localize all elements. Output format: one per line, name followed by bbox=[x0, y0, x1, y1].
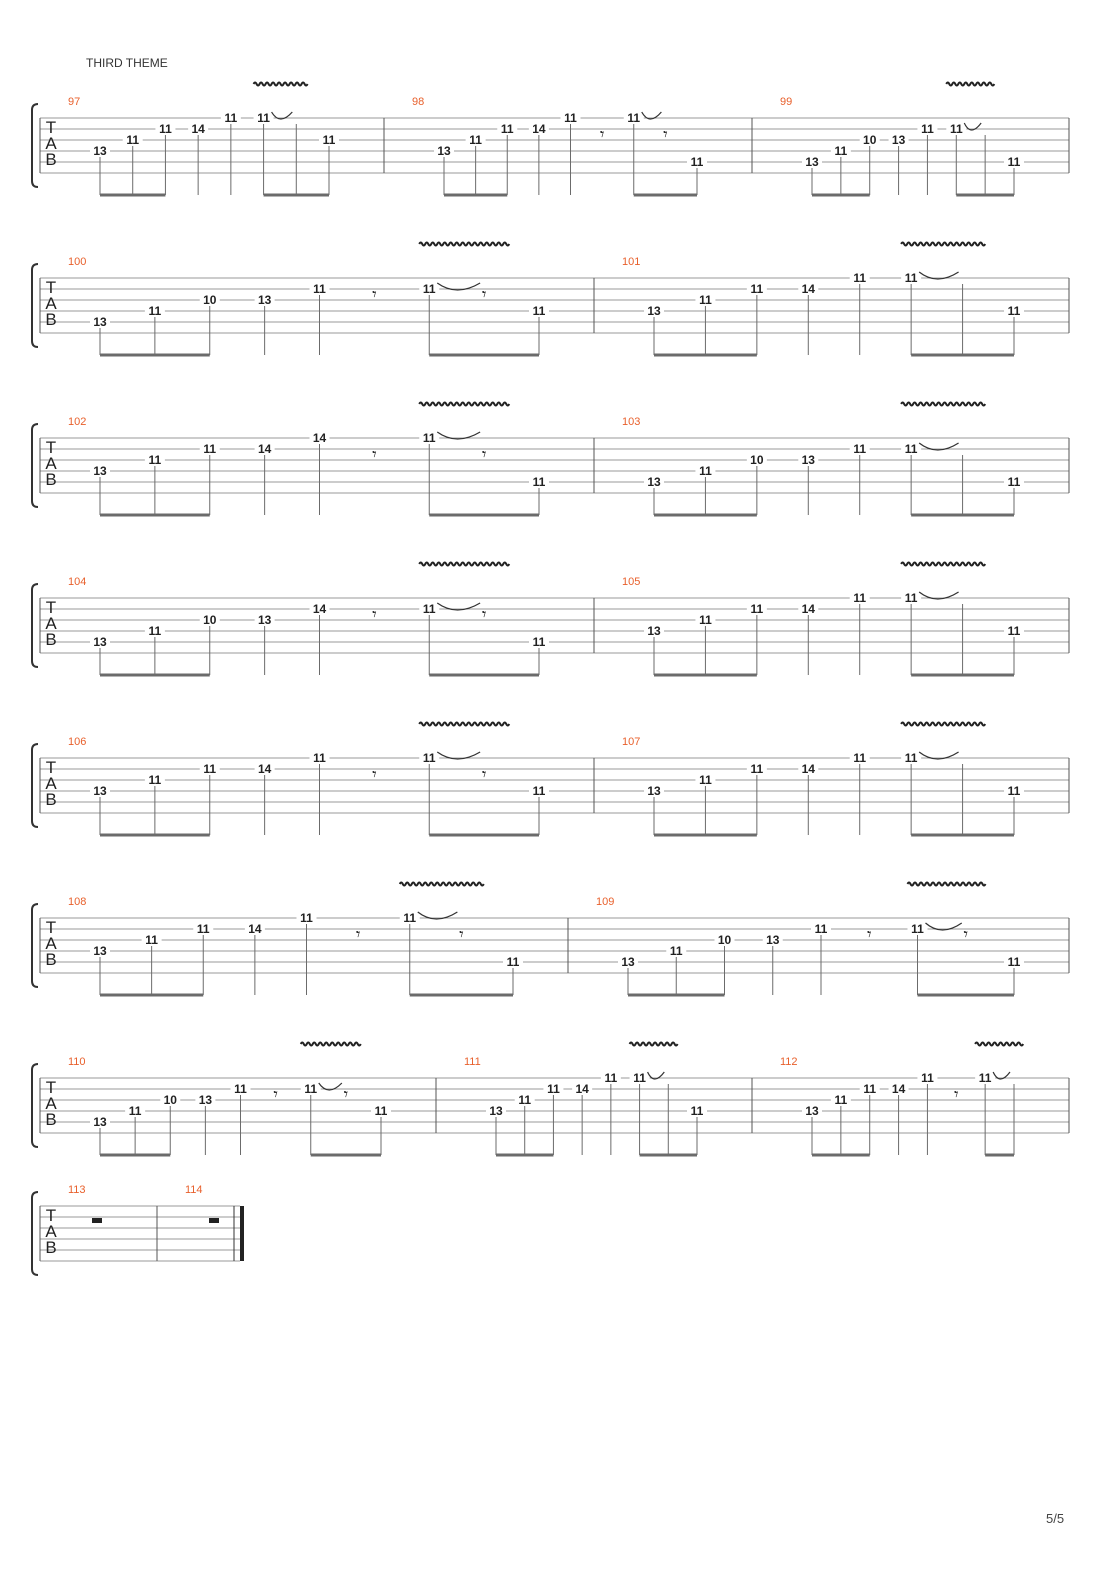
fret-number: 11 bbox=[853, 591, 867, 605]
fret-number: 11 bbox=[313, 751, 326, 765]
tab-clef-letter: A bbox=[45, 1094, 57, 1113]
tab-clef-letter: B bbox=[45, 1238, 57, 1257]
fret-number: 11 bbox=[699, 773, 712, 787]
vibrato-wave bbox=[901, 563, 985, 566]
measure-number: 111 bbox=[464, 1056, 481, 1068]
measure-number: 109 bbox=[596, 896, 615, 908]
whole-rest bbox=[209, 1218, 219, 1223]
fret-number: 11 bbox=[128, 1104, 142, 1118]
fret-number: 13 bbox=[93, 1115, 107, 1129]
fret-number: 11 bbox=[750, 282, 764, 296]
fret-number: 11 bbox=[224, 111, 238, 125]
fret-number: 11 bbox=[633, 1071, 646, 1085]
fret-number: 13 bbox=[801, 453, 815, 467]
eighth-rest: 𝄾 bbox=[355, 925, 361, 945]
fret-number: 14 bbox=[891, 1082, 906, 1096]
fret-number: 13 bbox=[198, 1093, 213, 1107]
fret-number: 11 bbox=[1007, 624, 1021, 638]
fret-number: 13 bbox=[93, 635, 107, 649]
fret-number: 11 bbox=[403, 911, 417, 925]
tab-clef-letter: T bbox=[45, 118, 57, 137]
fret-number: 11 bbox=[159, 122, 172, 136]
system-bracket bbox=[32, 904, 38, 987]
tab-clef-letter: T bbox=[45, 598, 57, 617]
vibrato-wave bbox=[908, 883, 986, 886]
fret-number: 11 bbox=[1007, 784, 1021, 798]
fret-number: 14 bbox=[801, 282, 815, 296]
fret-number: 14 bbox=[312, 602, 327, 616]
vibrato-wave bbox=[419, 723, 509, 726]
fret-number: 11 bbox=[322, 133, 336, 147]
fret-number: 13 bbox=[805, 155, 819, 169]
tab-clef-letter: T bbox=[45, 1078, 57, 1097]
fret-number: 13 bbox=[647, 475, 661, 489]
fret-number: 14 bbox=[801, 602, 815, 616]
fret-number: 11 bbox=[532, 784, 546, 798]
fret-number: 11 bbox=[506, 955, 520, 969]
eighth-rest: 𝄾 bbox=[273, 1085, 278, 1105]
measure-number: 102 bbox=[68, 416, 87, 428]
fret-number: 11 bbox=[547, 1082, 560, 1096]
eighth-rest: 𝄾 bbox=[663, 125, 668, 145]
measure-number: 106 bbox=[68, 736, 87, 748]
fret-number: 11 bbox=[699, 293, 712, 307]
system-bracket bbox=[32, 744, 38, 827]
fret-number: 11 bbox=[921, 1071, 934, 1085]
fret-number: 11 bbox=[203, 442, 217, 456]
fret-number: 11 bbox=[257, 111, 270, 125]
eighth-rest: 𝄾 bbox=[599, 125, 605, 145]
fret-number: 11 bbox=[374, 1104, 388, 1118]
vibrato-wave bbox=[901, 723, 985, 726]
fret-number: 11 bbox=[422, 431, 436, 445]
fret-number: 13 bbox=[891, 133, 906, 147]
measure-number: 107 bbox=[622, 736, 641, 748]
vibrato-wave bbox=[630, 1043, 678, 1046]
fret-number: 11 bbox=[834, 144, 848, 158]
measure-number: 112 bbox=[780, 1056, 798, 1068]
fret-number: 11 bbox=[921, 122, 934, 136]
fret-number: 11 bbox=[834, 1093, 848, 1107]
fret-number: 13 bbox=[647, 624, 661, 638]
system-bracket bbox=[32, 1192, 38, 1275]
system-bracket bbox=[32, 264, 38, 347]
eighth-rest: 𝄾 bbox=[372, 285, 377, 305]
fret-number: 13 bbox=[766, 933, 780, 947]
fret-number: 10 bbox=[203, 293, 217, 307]
fret-number: 11 bbox=[904, 442, 918, 456]
fret-number: 11 bbox=[750, 762, 764, 776]
fret-number: 11 bbox=[148, 624, 162, 638]
vibrato-wave bbox=[419, 563, 509, 566]
tab-clef-letter: T bbox=[45, 278, 57, 297]
fret-number: 13 bbox=[257, 293, 272, 307]
measure-number: 113 bbox=[68, 1184, 86, 1196]
section-title: THIRD THEME bbox=[86, 56, 168, 70]
fret-number: 13 bbox=[805, 1104, 819, 1118]
tab-clef-letter: T bbox=[45, 438, 57, 457]
fret-number: 11 bbox=[853, 442, 867, 456]
measure-number: 98 bbox=[412, 96, 425, 108]
fret-number: 11 bbox=[853, 271, 867, 285]
tab-clef-letter: T bbox=[45, 918, 57, 937]
vibrato-wave bbox=[901, 403, 985, 406]
fret-number: 11 bbox=[148, 453, 162, 467]
tab-clef-letter: A bbox=[45, 1222, 57, 1241]
fret-number: 11 bbox=[814, 922, 828, 936]
fret-number: 13 bbox=[437, 144, 451, 158]
fret-number: 14 bbox=[312, 431, 327, 445]
fret-number: 10 bbox=[163, 1093, 177, 1107]
tab-clef-letter: B bbox=[45, 470, 57, 489]
fret-number: 13 bbox=[647, 304, 661, 318]
vibrato-wave bbox=[301, 1043, 361, 1046]
fret-number: 13 bbox=[257, 613, 272, 627]
measure-number: 99 bbox=[780, 96, 793, 108]
eighth-rest: 𝄾 bbox=[481, 445, 487, 465]
fret-number: 11 bbox=[148, 773, 162, 787]
fret-number: 11 bbox=[690, 1104, 704, 1118]
eighth-rest: 𝄾 bbox=[372, 765, 377, 785]
fret-number: 14 bbox=[257, 442, 272, 456]
eighth-rest: 𝄾 bbox=[459, 925, 464, 945]
fret-number: 11 bbox=[949, 122, 963, 136]
tab-clef-letter: B bbox=[45, 790, 57, 809]
eighth-rest: 𝄾 bbox=[343, 1085, 349, 1105]
measure-number: 101 bbox=[622, 256, 641, 268]
fret-number: 10 bbox=[863, 133, 877, 147]
fret-number: 11 bbox=[904, 591, 918, 605]
measure-number: 108 bbox=[68, 896, 87, 908]
fret-number: 14 bbox=[575, 1082, 589, 1096]
eighth-rest: 𝄾 bbox=[866, 925, 872, 945]
fret-number: 11 bbox=[904, 271, 918, 285]
tab-clef-letter: B bbox=[45, 310, 57, 329]
system-bracket bbox=[32, 584, 38, 667]
measure-number: 97 bbox=[68, 96, 81, 108]
fret-number: 11 bbox=[469, 133, 482, 147]
system-bracket bbox=[32, 1064, 38, 1147]
fret-number: 11 bbox=[234, 1082, 247, 1096]
fret-number: 11 bbox=[422, 751, 436, 765]
tab-clef-letter: A bbox=[45, 294, 57, 313]
fret-number: 11 bbox=[911, 922, 924, 936]
vibrato-wave bbox=[946, 83, 994, 86]
tab-clef-letter: A bbox=[45, 454, 57, 473]
page-number: 5/5 bbox=[1046, 1511, 1065, 1526]
tab-clef-letter: T bbox=[45, 1206, 57, 1225]
fret-number: 14 bbox=[191, 122, 205, 136]
fret-number: 11 bbox=[203, 762, 217, 776]
fret-number: 11 bbox=[669, 944, 683, 958]
fret-number: 13 bbox=[647, 784, 661, 798]
fret-number: 13 bbox=[93, 944, 107, 958]
measure-number: 100 bbox=[68, 256, 87, 268]
vibrato-wave bbox=[400, 883, 484, 886]
fret-number: 10 bbox=[717, 933, 732, 947]
eighth-rest: 𝄾 bbox=[372, 605, 377, 625]
fret-number: 13 bbox=[93, 784, 107, 798]
fret-number: 11 bbox=[627, 111, 641, 125]
fret-number: 11 bbox=[1007, 304, 1021, 318]
tab-clef-letter: T bbox=[45, 758, 57, 777]
measure-number: 104 bbox=[68, 576, 87, 588]
fret-number: 11 bbox=[750, 602, 764, 616]
fret-number: 11 bbox=[148, 304, 162, 318]
fret-number: 11 bbox=[532, 635, 546, 649]
eighth-rest: 𝄾 bbox=[481, 765, 487, 785]
fret-number: 11 bbox=[145, 933, 158, 947]
fret-number: 11 bbox=[532, 304, 546, 318]
tab-clef-letter: A bbox=[45, 774, 57, 793]
eighth-rest: 𝄾 bbox=[954, 1085, 959, 1105]
vibrato-wave bbox=[975, 1043, 1023, 1046]
fret-number: 11 bbox=[313, 282, 326, 296]
tab-clef-letter: B bbox=[45, 950, 57, 969]
fret-number: 11 bbox=[196, 922, 210, 936]
fret-number: 11 bbox=[1007, 955, 1021, 969]
fret-number: 11 bbox=[604, 1071, 618, 1085]
fret-number: 13 bbox=[621, 955, 635, 969]
fret-number: 11 bbox=[699, 613, 712, 627]
tab-clef-letter: B bbox=[45, 1110, 57, 1129]
fret-number: 11 bbox=[1007, 155, 1021, 169]
eighth-rest: 𝄾 bbox=[963, 925, 969, 945]
fret-number: 11 bbox=[690, 155, 704, 169]
fret-number: 14 bbox=[248, 922, 262, 936]
fret-number: 10 bbox=[203, 613, 217, 627]
fret-number: 11 bbox=[699, 464, 712, 478]
tab-clef-letter: A bbox=[45, 134, 57, 153]
fret-number: 11 bbox=[978, 1071, 992, 1085]
system-bracket bbox=[32, 104, 38, 187]
measure-number: 110 bbox=[68, 1056, 86, 1068]
fret-number: 13 bbox=[93, 144, 107, 158]
tab-clef-letter: B bbox=[45, 150, 57, 169]
fret-number: 13 bbox=[93, 464, 107, 478]
fret-number: 11 bbox=[422, 282, 436, 296]
system-bracket bbox=[32, 424, 38, 507]
eighth-rest: 𝄾 bbox=[372, 445, 377, 465]
fret-number: 14 bbox=[257, 762, 272, 776]
measure-number: 103 bbox=[622, 416, 641, 428]
fret-number: 11 bbox=[300, 911, 313, 925]
fret-number: 11 bbox=[1007, 475, 1021, 489]
fret-number: 10 bbox=[750, 453, 764, 467]
vibrato-wave bbox=[254, 83, 308, 86]
vibrato-wave bbox=[419, 243, 509, 246]
fret-number: 11 bbox=[518, 1093, 532, 1107]
fret-number: 11 bbox=[904, 751, 918, 765]
fret-number: 11 bbox=[853, 751, 867, 765]
whole-rest bbox=[92, 1218, 102, 1223]
tab-clef-letter: A bbox=[45, 614, 57, 633]
fret-number: 11 bbox=[500, 122, 514, 136]
measure-number: 114 bbox=[185, 1184, 203, 1196]
vibrato-wave bbox=[901, 243, 985, 246]
fret-number: 11 bbox=[564, 111, 577, 125]
eighth-rest: 𝄾 bbox=[481, 605, 487, 625]
fret-number: 11 bbox=[422, 602, 436, 616]
eighth-rest: 𝄾 bbox=[481, 285, 487, 305]
fret-number: 13 bbox=[93, 315, 107, 329]
tab-clef-letter: B bbox=[45, 630, 57, 649]
fret-number: 14 bbox=[801, 762, 815, 776]
tab-clef-letter: A bbox=[45, 934, 57, 953]
fret-number: 11 bbox=[126, 133, 140, 147]
measure-number: 105 bbox=[622, 576, 641, 588]
fret-number: 13 bbox=[489, 1104, 503, 1118]
fret-number: 11 bbox=[304, 1082, 318, 1096]
fret-number: 11 bbox=[863, 1082, 877, 1096]
fret-number: 11 bbox=[532, 475, 546, 489]
vibrato-wave bbox=[419, 403, 509, 406]
fret-number: 14 bbox=[532, 122, 546, 136]
